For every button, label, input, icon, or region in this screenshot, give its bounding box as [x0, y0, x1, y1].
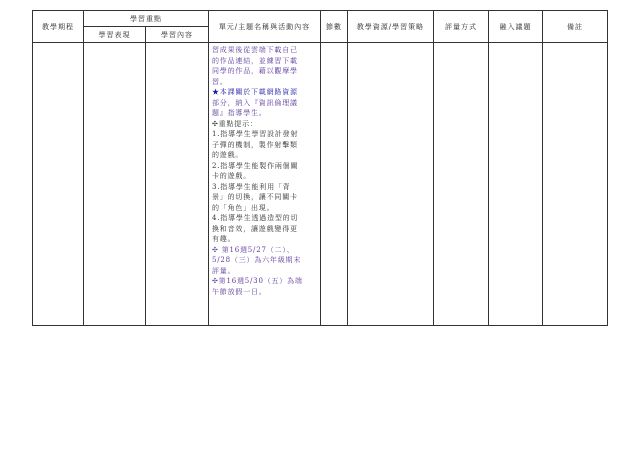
content-line: 2.指導學生能製作兩個關 [212, 161, 299, 170]
header-learning-focus: 學習重點 [84, 11, 209, 27]
content-line: 午節放假一日。 [212, 287, 267, 296]
header-assessment: 評量方式 [434, 11, 489, 43]
content-line: 部分，納入『資訊倫理議 [212, 98, 298, 107]
content-line: ✣重點提示： [212, 119, 258, 128]
content-line: ✣第16週5/30（五）為端 [212, 277, 303, 285]
content-line: 卡的遊戲。 [212, 172, 251, 180]
content-line: 的「角色」出現。 [212, 203, 275, 212]
cell-remarks [543, 43, 608, 326]
table-row [33, 43, 608, 326]
header-integrated-topics: 融入議題 [489, 11, 543, 43]
header-teaching-period: 教學期程 [33, 11, 84, 43]
content-line: ★本課關於下載網路資源 [212, 88, 298, 96]
header-remarks: 備註 [543, 11, 608, 43]
content-line: 3.指導學生能利用「背 [212, 182, 291, 191]
content-line: ✣ 第16週5/27（二）、 [212, 245, 295, 254]
cell-sessions [321, 43, 348, 326]
activity-content [209, 43, 320, 297]
content-line: 換和音效，讓遊戲變得更 [212, 224, 298, 233]
cell-unit-topic [209, 43, 321, 326]
content-line: 習。 [212, 77, 228, 86]
content-line: 4.指導學生透過造型的切 [212, 214, 299, 222]
cell-teaching-period [33, 43, 84, 326]
content-line: 1.指導學生學習設計發射 [212, 130, 299, 138]
header-resources-strategies: 教學資源/學習策略 [348, 11, 434, 43]
content-line: 的作品連結，並練習下載 [212, 56, 298, 65]
cell-learning-content [146, 43, 209, 326]
content-line: 有趣。 [212, 235, 236, 243]
cell-resources-strategies [348, 43, 434, 326]
content-line: 習成果後從雲端下載自己 [212, 46, 298, 54]
content-line: 的遊戲。 [212, 151, 244, 159]
content-line: 子彈的機制，製作射擊類 [212, 140, 298, 149]
content-line: 景」的切換，讓不同關卡 [212, 193, 298, 201]
cell-learning-performance [84, 43, 146, 326]
lesson-plan-table [32, 10, 608, 326]
content-line: 評量。 [212, 266, 236, 275]
header-unit-topic: 單元/主題名稱與活動內容 [209, 11, 321, 43]
cell-integrated-topics [489, 43, 543, 326]
header-learning-performance: 學習表現 [84, 27, 146, 43]
content-line: 同學的作品，藉以觀摩學 [212, 67, 298, 75]
header-learning-content: 學習內容 [146, 27, 209, 43]
content-line: 題』指導學生。 [212, 109, 267, 117]
cell-assessment [434, 43, 489, 326]
header-sessions: 節數 [321, 11, 348, 43]
content-line: 5/28（三）為六年級期末 [212, 256, 302, 264]
